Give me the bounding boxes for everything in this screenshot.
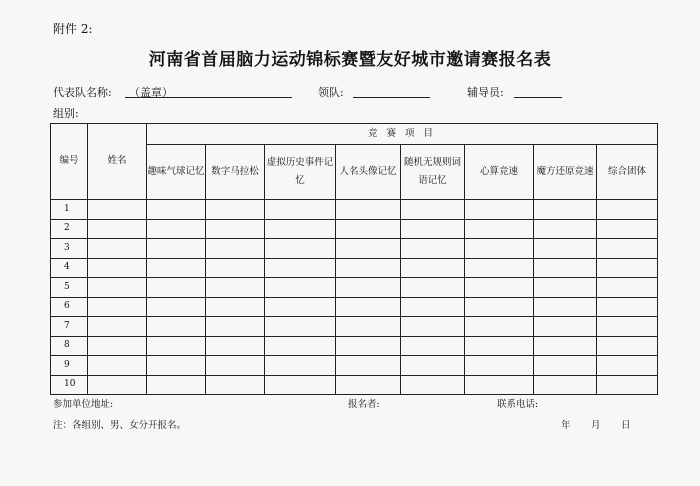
registration-table <box>50 123 658 395</box>
event-cell[interactable] <box>206 375 265 395</box>
event-cell[interactable] <box>336 356 401 376</box>
row-number: 7 <box>51 317 88 337</box>
table-row <box>51 336 658 356</box>
event-cell[interactable] <box>597 239 658 259</box>
name-cell[interactable] <box>88 336 147 356</box>
row-number: 5 <box>51 278 88 298</box>
coach-field[interactable] <box>514 97 562 98</box>
event-header: 魔方还原竞速 <box>534 145 597 200</box>
event-cell[interactable] <box>336 278 401 298</box>
event-cell[interactable] <box>401 356 465 376</box>
event-cell[interactable] <box>336 219 401 239</box>
event-cell[interactable] <box>206 239 265 259</box>
event-cell[interactable] <box>206 278 265 298</box>
name-cell[interactable] <box>88 356 147 376</box>
event-cell[interactable] <box>147 200 206 220</box>
table-row <box>51 200 658 220</box>
event-cell[interactable] <box>206 219 265 239</box>
table-row <box>51 219 658 239</box>
event-cell[interactable] <box>465 278 534 298</box>
event-cell[interactable] <box>265 336 336 356</box>
event-cell[interactable] <box>465 200 534 220</box>
event-cell[interactable] <box>265 219 336 239</box>
event-cell[interactable] <box>206 200 265 220</box>
name-cell[interactable] <box>88 219 147 239</box>
event-cell[interactable] <box>206 317 265 337</box>
event-cell[interactable] <box>597 356 658 376</box>
event-cell[interactable] <box>206 258 265 278</box>
event-header: 随机无规则词语记忆 <box>401 145 465 200</box>
attachment-label: 附件 2: <box>53 22 93 36</box>
row-number: 9 <box>51 356 88 376</box>
event-cell[interactable] <box>265 278 336 298</box>
event-cell[interactable] <box>534 219 597 239</box>
event-cell[interactable] <box>465 297 534 317</box>
row-number: 3 <box>51 239 88 259</box>
event-cell[interactable] <box>597 258 658 278</box>
name-cell[interactable] <box>88 375 147 395</box>
coach-label: 辅导员: <box>467 86 504 99</box>
date-day-label: 日 <box>621 420 631 431</box>
group-label: 组别: <box>53 107 79 120</box>
event-cell[interactable] <box>597 200 658 220</box>
event-cell[interactable] <box>147 317 206 337</box>
row-number: 4 <box>51 258 88 278</box>
team-name-label: 代表队名称: <box>53 86 112 99</box>
event-cell[interactable] <box>534 239 597 259</box>
header-row-top <box>51 124 658 145</box>
table-row <box>51 317 658 337</box>
name-column-header: 姓名 <box>88 124 147 200</box>
event-cell[interactable] <box>336 200 401 220</box>
team-name-stamp-note: （盖章） <box>129 86 173 99</box>
event-cell[interactable] <box>401 297 465 317</box>
event-cell[interactable] <box>465 356 534 376</box>
event-cell[interactable] <box>401 200 465 220</box>
name-cell[interactable] <box>88 297 147 317</box>
event-cell[interactable] <box>147 278 206 298</box>
event-cell[interactable] <box>465 219 534 239</box>
event-cell[interactable] <box>534 278 597 298</box>
table-row <box>51 356 658 376</box>
event-cell[interactable] <box>534 317 597 337</box>
event-cell[interactable] <box>265 356 336 376</box>
event-cell[interactable] <box>534 297 597 317</box>
event-cell[interactable] <box>597 297 658 317</box>
event-cell[interactable] <box>265 317 336 337</box>
event-cell[interactable] <box>265 258 336 278</box>
event-cell[interactable] <box>147 297 206 317</box>
event-cell[interactable] <box>597 317 658 337</box>
leader-label: 领队: <box>318 86 344 99</box>
team-name-field[interactable] <box>125 97 292 98</box>
event-cell[interactable] <box>401 278 465 298</box>
event-cell[interactable] <box>401 239 465 259</box>
leader-field[interactable] <box>353 97 430 98</box>
name-cell[interactable] <box>88 317 147 337</box>
event-header: 人名头像记忆 <box>336 145 401 200</box>
row-number: 8 <box>51 336 88 356</box>
registration-note: 注：各组别、男、女分开报名。 <box>53 420 187 431</box>
events-group-header: 竞 赛 项 目 <box>147 124 658 145</box>
name-cell[interactable] <box>88 278 147 298</box>
row-number: 6 <box>51 297 88 317</box>
date-month-label: 月 <box>591 420 601 431</box>
number-column-header: 编号 <box>51 124 88 200</box>
event-cell[interactable] <box>465 239 534 259</box>
name-cell[interactable] <box>88 239 147 259</box>
event-cell[interactable] <box>401 375 465 395</box>
event-cell[interactable] <box>265 375 336 395</box>
event-cell[interactable] <box>401 317 465 337</box>
event-cell[interactable] <box>401 258 465 278</box>
event-cell[interactable] <box>534 200 597 220</box>
event-cell[interactable] <box>147 219 206 239</box>
event-cell[interactable] <box>401 336 465 356</box>
event-cell[interactable] <box>147 356 206 376</box>
event-cell[interactable] <box>534 356 597 376</box>
event-cell[interactable] <box>206 336 265 356</box>
event-header: 心算竞速 <box>465 145 534 200</box>
event-cell[interactable] <box>336 375 401 395</box>
name-cell[interactable] <box>88 258 147 278</box>
event-cell[interactable] <box>206 356 265 376</box>
event-cell[interactable] <box>597 375 658 395</box>
table-row <box>51 278 658 298</box>
table-row <box>51 239 658 259</box>
event-cell[interactable] <box>465 375 534 395</box>
row-number: 10 <box>51 375 88 395</box>
event-header: 综合团体 <box>597 145 658 200</box>
event-cell[interactable] <box>534 258 597 278</box>
event-cell[interactable] <box>147 375 206 395</box>
event-header: 数字马拉松 <box>206 145 265 200</box>
address-label: 参加单位地址: <box>53 399 114 410</box>
signer-label: 报名者: <box>348 399 380 410</box>
event-cell[interactable] <box>206 297 265 317</box>
event-cell[interactable] <box>336 239 401 259</box>
form-title: 河南省首届脑力运动锦标赛暨友好城市邀请赛报名表 <box>148 50 552 70</box>
event-cell[interactable] <box>336 297 401 317</box>
event-cell[interactable] <box>336 317 401 337</box>
event-cell[interactable] <box>534 375 597 395</box>
event-cell[interactable] <box>597 278 658 298</box>
event-cell[interactable] <box>465 258 534 278</box>
date-year-label: 年 <box>561 420 571 431</box>
event-cell[interactable] <box>336 258 401 278</box>
event-header: 虚拟历史事件记忆 <box>265 145 336 200</box>
event-cell[interactable] <box>336 336 401 356</box>
event-cell[interactable] <box>597 219 658 239</box>
event-cell[interactable] <box>147 258 206 278</box>
event-cell[interactable] <box>465 317 534 337</box>
table-row <box>51 375 658 395</box>
event-cell[interactable] <box>265 239 336 259</box>
event-cell[interactable] <box>147 239 206 259</box>
event-cell[interactable] <box>147 336 206 356</box>
row-number: 1 <box>51 200 88 220</box>
event-cell[interactable] <box>465 336 534 356</box>
row-number: 2 <box>51 219 88 239</box>
phone-label: 联系电话: <box>497 399 539 410</box>
name-cell[interactable] <box>88 200 147 220</box>
event-cell[interactable] <box>401 219 465 239</box>
table-row <box>51 297 658 317</box>
table-row <box>51 258 658 278</box>
event-cell[interactable] <box>265 200 336 220</box>
event-cell[interactable] <box>534 336 597 356</box>
event-header: 趣味气球记忆 <box>147 145 206 200</box>
event-cell[interactable] <box>265 297 336 317</box>
event-cell[interactable] <box>597 336 658 356</box>
